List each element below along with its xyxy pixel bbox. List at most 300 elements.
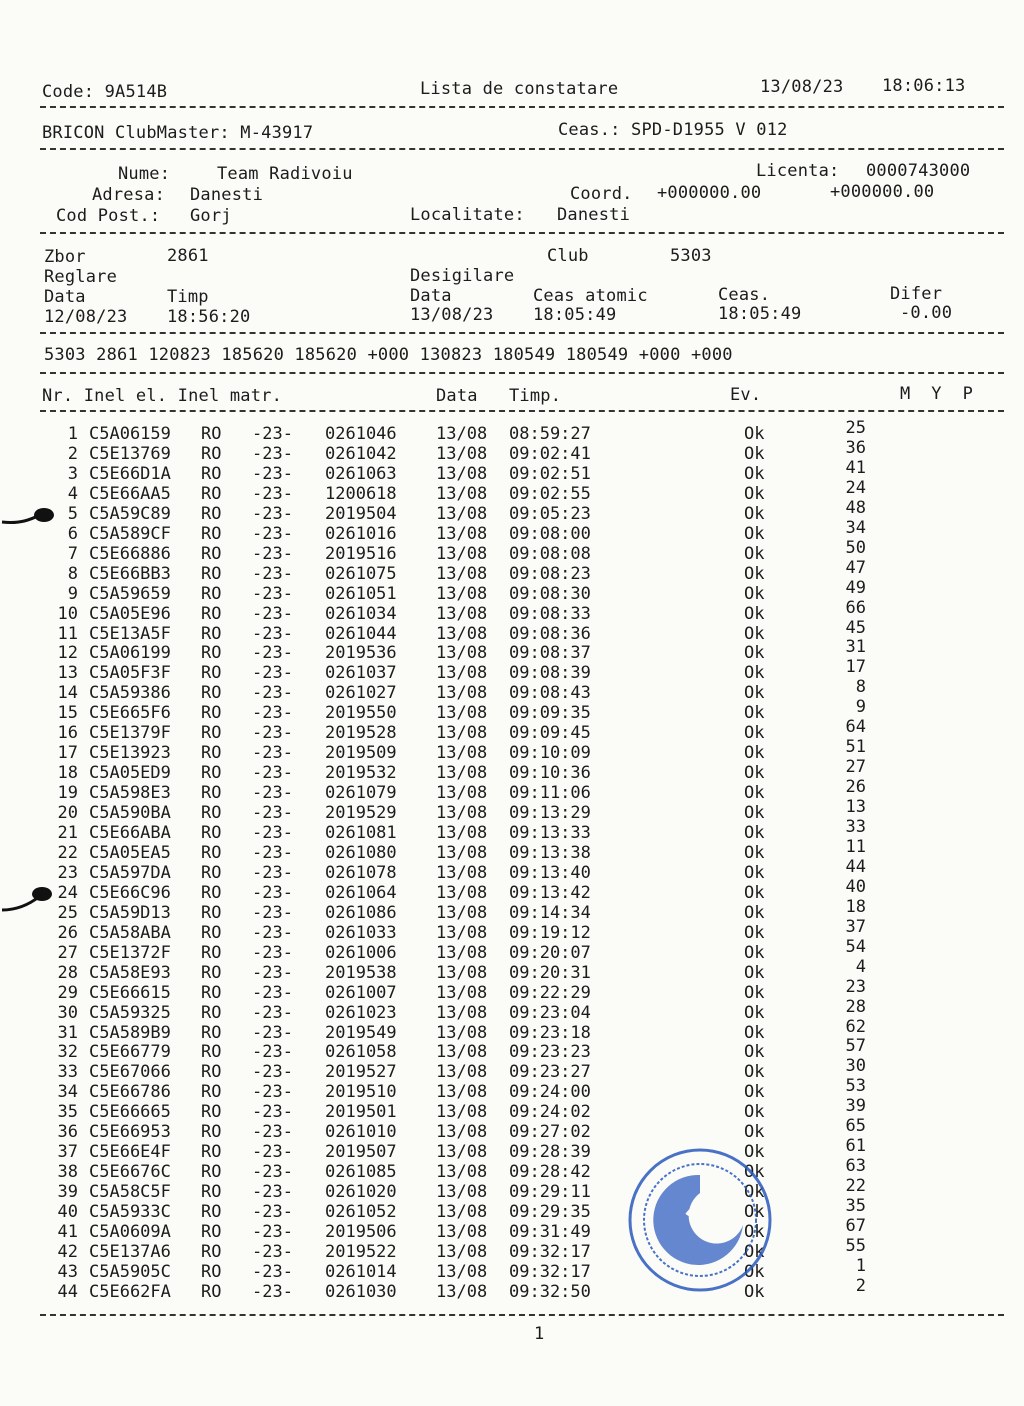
value-cell: 31 (845, 637, 866, 658)
arrival-date: 13/08 (436, 942, 488, 963)
value-cell: 34 (845, 517, 866, 538)
round-stamp (625, 1145, 775, 1295)
ring-year: -23- (252, 663, 293, 684)
electronic-ring: C5A589B9 (89, 1022, 171, 1043)
electronic-ring: C5A589CF (89, 523, 171, 544)
country-code: RO (201, 643, 222, 664)
arrival-time: 09:02:41 (509, 443, 591, 464)
country-code: RO (201, 1281, 222, 1302)
ring-number: 0261016 (325, 523, 397, 544)
table-row (0, 637, 1024, 664)
electronic-ring: C5E66786 (89, 1082, 171, 1103)
event-status: Ok (744, 763, 765, 784)
ring-year: -23- (252, 703, 293, 724)
arrival-date: 13/08 (436, 1102, 488, 1123)
arrival-time: 09:13:38 (509, 842, 591, 863)
event-status: Ok (744, 643, 765, 664)
electronic-ring: C5E662FA (89, 1281, 171, 1302)
country-code: RO (201, 483, 222, 504)
value-cell: 63 (845, 1156, 866, 1177)
ring-number: 0261075 (325, 563, 397, 584)
arrival-date: 13/08 (436, 783, 488, 804)
row-number: 42 (57, 1241, 78, 1262)
arrival-date: 13/08 (436, 463, 488, 484)
table-row (0, 996, 1024, 1023)
name-label: Nume: (118, 164, 171, 184)
atomic-time: 18:05:49 (533, 305, 617, 325)
country-code: RO (201, 803, 222, 824)
event-status: Ok (744, 922, 765, 943)
row-number: 24 (57, 882, 78, 903)
value-cell: 61 (845, 1136, 866, 1157)
ring-number: 0261086 (325, 902, 397, 923)
table-row (0, 697, 1024, 724)
electronic-ring: C5A59D13 (89, 902, 171, 923)
row-number: 32 (57, 1042, 78, 1063)
country-code: RO (201, 543, 222, 564)
event-status: Ok (744, 743, 765, 764)
arrival-time: 09:08:36 (509, 623, 591, 644)
event-status: Ok (744, 424, 765, 444)
event-status: Ok (744, 683, 765, 704)
electronic-ring: C5A05E96 (89, 603, 171, 624)
table-row (0, 497, 1024, 524)
electronic-ring: C5A58ABA (89, 922, 171, 943)
ring-number: 0261058 (325, 1042, 397, 1063)
arrival-date: 13/08 (436, 1042, 488, 1063)
address-label: Adresa: (92, 185, 166, 205)
ring-number: 1200618 (325, 483, 397, 504)
row-number: 34 (57, 1082, 78, 1103)
event-status: Ok (744, 783, 765, 804)
arrival-time: 09:08:39 (509, 663, 591, 684)
table-row (0, 657, 1024, 684)
desigilare-label: Desigilare (410, 266, 515, 286)
row-number: 41 (57, 1222, 78, 1242)
value-cell: 9 (855, 697, 866, 718)
electronic-ring: C5E66AA5 (89, 483, 171, 504)
arrival-time: 09:08:33 (509, 603, 591, 624)
code-label: Code: 9A514B (42, 82, 168, 102)
arrival-time: 09:08:30 (509, 583, 591, 604)
country-code: RO (201, 1202, 222, 1223)
ring-number: 2019528 (325, 723, 397, 744)
ring-number: 0261020 (325, 1182, 397, 1203)
country-code: RO (201, 603, 222, 624)
table-row (0, 737, 1024, 764)
arrival-time: 09:13:33 (509, 823, 591, 843)
arrival-time: 09:27:02 (509, 1122, 591, 1143)
ring-year: -23- (252, 1122, 293, 1143)
ring-number: 0261051 (325, 583, 397, 604)
arrival-date: 13/08 (436, 503, 488, 524)
row-number: 7 (67, 543, 78, 564)
arrival-date: 13/08 (436, 1261, 488, 1282)
ring-number: 0261037 (325, 663, 397, 684)
arrival-date: 13/08 (436, 443, 488, 464)
row-number: 38 (57, 1162, 78, 1183)
value-cell: 8 (855, 677, 866, 698)
ring-number: 0261081 (325, 823, 397, 843)
country-code: RO (201, 962, 222, 983)
row-number: 19 (57, 783, 78, 804)
electronic-ring: C5E1379F (89, 723, 171, 744)
ring-number: 0261030 (325, 1281, 397, 1302)
ring-year: -23- (252, 982, 293, 1003)
arrival-time: 09:31:49 (509, 1222, 591, 1242)
table-row (0, 457, 1024, 484)
ring-number: 0261006 (325, 942, 397, 963)
ceas-time: 18:05:49 (718, 304, 802, 324)
country-code: RO (201, 443, 222, 464)
arrival-time: 09:09:45 (509, 723, 591, 744)
ring-year: -23- (252, 1261, 293, 1282)
ring-year: -23- (252, 783, 293, 804)
ring-year: -23- (252, 1082, 293, 1103)
country-code: RO (201, 1082, 222, 1103)
event-status: Ok (744, 623, 765, 644)
row-number: 39 (57, 1182, 78, 1203)
column-header-data: Data (436, 386, 478, 406)
arrival-time: 08:59:27 (509, 424, 591, 444)
value-cell: 2 (855, 1275, 866, 1296)
country-code: RO (201, 1022, 222, 1043)
arrival-time: 09:29:11 (509, 1182, 591, 1203)
coord-y: +000000.00 (830, 182, 935, 202)
arrival-time: 09:11:06 (509, 783, 591, 804)
country-code: RO (201, 523, 222, 544)
divider (40, 106, 1004, 108)
arrival-time: 09:08:23 (509, 563, 591, 584)
table-row (0, 1156, 1024, 1183)
event-status: Ok (744, 1062, 765, 1083)
country-code: RO (201, 563, 222, 584)
arrival-date: 13/08 (436, 823, 488, 843)
pen-tick-mark (0, 880, 80, 920)
arrival-date: 13/08 (436, 1022, 488, 1043)
electronic-ring: C5A58E93 (89, 962, 171, 983)
arrival-time: 09:10:36 (509, 763, 591, 784)
event-status: Ok (744, 543, 765, 564)
event-status: Ok (744, 982, 765, 1003)
table-row (0, 1216, 1024, 1242)
table-row (0, 1255, 1024, 1282)
value-cell: 57 (845, 1036, 866, 1057)
value-cell: 1 (855, 1255, 866, 1276)
ring-year: -23- (252, 503, 293, 524)
ring-number: 2019506 (325, 1222, 397, 1242)
ring-number: 0261046 (325, 424, 397, 444)
column-header-myp: M Y P (900, 384, 974, 404)
electronic-ring: C5E13769 (89, 443, 171, 464)
divider (40, 410, 1004, 412)
ring-year: -23- (252, 1202, 293, 1223)
row-number: 25 (57, 902, 78, 923)
ring-year: -23- (252, 882, 293, 903)
value-cell: 54 (845, 936, 866, 957)
arrival-date: 13/08 (436, 842, 488, 863)
arrival-date: 13/08 (436, 563, 488, 584)
ring-number: 0261034 (325, 603, 397, 624)
value-cell: 23 (845, 976, 866, 997)
arrival-date: 13/08 (436, 882, 488, 903)
row-number: 29 (57, 982, 78, 1003)
table-row (0, 418, 1024, 444)
row-number: 28 (57, 962, 78, 983)
row-number: 5 (67, 503, 78, 524)
arrival-time: 09:22:29 (509, 982, 591, 1003)
owner-name: Team Radivoiu (217, 164, 353, 184)
ring-year: -23- (252, 723, 293, 744)
country-code: RO (201, 1002, 222, 1023)
arrival-time: 09:24:00 (509, 1082, 591, 1103)
ring-number: 2019538 (325, 962, 397, 983)
event-status: Ok (744, 583, 765, 604)
electronic-ring: C5E66D1A (89, 463, 171, 484)
postcode-label: Cod Post.: (56, 206, 161, 226)
country-code: RO (201, 703, 222, 724)
row-number: 43 (57, 1261, 78, 1282)
arrival-time: 09:28:39 (509, 1142, 591, 1163)
arrival-time: 09:32:50 (509, 1281, 591, 1302)
ring-number: 0261052 (325, 1202, 397, 1223)
row-number: 2 (67, 443, 78, 464)
divider (40, 332, 1004, 334)
arrival-date: 13/08 (436, 982, 488, 1003)
electronic-ring: C5E137A6 (89, 1241, 171, 1262)
ring-number: 0261033 (325, 922, 397, 943)
country-code: RO (201, 1062, 222, 1083)
arrival-time: 09:23:23 (509, 1042, 591, 1063)
country-code: RO (201, 862, 222, 883)
value-cell: 35 (845, 1196, 866, 1217)
value-cell: 49 (845, 577, 866, 598)
ring-year: -23- (252, 683, 293, 704)
row-number: 3 (67, 463, 78, 484)
event-status: Ok (744, 842, 765, 863)
ring-year: -23- (252, 1102, 293, 1123)
table-row (0, 976, 1024, 1003)
arrival-date: 13/08 (436, 1062, 488, 1083)
country-code: RO (201, 882, 222, 903)
ring-year: -23- (252, 922, 293, 943)
timp-label: Timp (167, 287, 209, 307)
row-number: 35 (57, 1102, 78, 1123)
divider (40, 232, 1004, 234)
table-row (0, 856, 1024, 883)
country-code: RO (201, 503, 222, 524)
event-status: Ok (744, 463, 765, 484)
ring-year: -23- (252, 603, 293, 624)
ring-year: -23- (252, 463, 293, 484)
divider (40, 372, 1004, 374)
document-title: Lista de constatare (420, 79, 619, 99)
electronic-ring: C5A5905C (89, 1261, 171, 1282)
country-code: RO (201, 763, 222, 784)
electronic-ring: C5E66615 (89, 982, 171, 1003)
table-row (0, 1116, 1024, 1143)
arrival-time: 09:13:42 (509, 882, 591, 903)
club-number: 5303 (670, 246, 712, 266)
summary-line: 5303 2861 120823 185620 185620 +000 130823 180549 180549 +000 +000 (44, 345, 733, 365)
arrival-time: 09:08:37 (509, 643, 591, 664)
table-row (0, 817, 1024, 843)
value-cell: 39 (845, 1096, 866, 1117)
ring-number: 2019550 (325, 703, 397, 724)
arrival-date: 13/08 (436, 1002, 488, 1023)
ring-year: -23- (252, 483, 293, 504)
table-row (0, 836, 1024, 863)
ring-year: -23- (252, 523, 293, 544)
table-row (0, 1176, 1024, 1203)
electronic-ring: C5E1372F (89, 942, 171, 963)
table-row (0, 1016, 1024, 1043)
arrival-time: 09:14:34 (509, 902, 591, 923)
page-number: 1 (534, 1324, 545, 1344)
owner-address: Danesti (190, 185, 264, 205)
arrival-date: 13/08 (436, 483, 488, 504)
value-cell: 37 (845, 916, 866, 937)
value-cell: 24 (845, 477, 866, 498)
event-status: Ok (744, 483, 765, 504)
event-status: Ok (744, 823, 765, 843)
row-number: 17 (57, 743, 78, 764)
ring-number: 2019501 (325, 1102, 397, 1123)
ring-year: -23- (252, 862, 293, 883)
ring-number: 0261044 (325, 623, 397, 644)
arrival-date: 13/08 (436, 803, 488, 824)
event-status: Ok (744, 663, 765, 684)
electronic-ring: C5E66665 (89, 1102, 171, 1123)
country-code: RO (201, 1122, 222, 1143)
ring-year: -23- (252, 823, 293, 843)
arrival-date: 13/08 (436, 922, 488, 943)
event-status: Ok (744, 862, 765, 883)
ring-number: 0261027 (325, 683, 397, 704)
arrival-date: 13/08 (436, 1202, 488, 1223)
arrival-date: 13/08 (436, 1122, 488, 1143)
event-status: Ok (744, 523, 765, 544)
ring-year: -23- (252, 1222, 293, 1242)
arrival-date: 13/08 (436, 723, 488, 744)
value-cell: 27 (845, 757, 866, 778)
arrival-date: 13/08 (436, 663, 488, 684)
clock-id: Ceas.: SPD-D1955 V 012 (558, 120, 788, 140)
table-row (0, 1036, 1024, 1063)
table-row (0, 936, 1024, 963)
zbor-label: Zbor (44, 247, 86, 267)
ring-year: -23- (252, 424, 293, 444)
country-code: RO (201, 683, 222, 704)
ring-year: -23- (252, 1022, 293, 1043)
ring-year: -23- (252, 803, 293, 824)
electronic-ring: C5E13A5F (89, 623, 171, 644)
arrival-time: 09:20:31 (509, 962, 591, 983)
ring-number: 2019507 (325, 1142, 397, 1163)
row-number: 26 (57, 922, 78, 943)
row-number: 20 (57, 803, 78, 824)
country-code: RO (201, 1142, 222, 1163)
ring-number: 0261064 (325, 882, 397, 903)
ring-year: -23- (252, 1142, 293, 1163)
electronic-ring: C5E66779 (89, 1042, 171, 1063)
table-row (0, 717, 1024, 744)
row-number: 30 (57, 1002, 78, 1023)
ring-number: 2019529 (325, 803, 397, 824)
value-cell: 18 (845, 896, 866, 917)
event-status: Ok (744, 1022, 765, 1043)
ring-year: -23- (252, 443, 293, 464)
event-status: Ok (744, 503, 765, 524)
arrival-time: 09:29:35 (509, 1202, 591, 1223)
ring-number: 2019536 (325, 643, 397, 664)
table-row (0, 477, 1024, 504)
postcode: Gorj (190, 206, 232, 226)
data-label-2: Data (410, 286, 452, 306)
arrival-date: 13/08 (436, 962, 488, 983)
arrival-time: 09:20:07 (509, 942, 591, 963)
event-status: Ok (744, 1281, 765, 1302)
locality: Danesti (557, 205, 631, 225)
ring-year: -23- (252, 1042, 293, 1063)
column-header-ev: Ev. (730, 385, 762, 405)
electronic-ring: C5E66BB3 (89, 563, 171, 584)
arrival-date: 13/08 (436, 763, 488, 784)
value-cell: 41 (845, 457, 866, 478)
event-status: Ok (744, 703, 765, 724)
table-row (0, 557, 1024, 584)
arrival-time: 09:19:12 (509, 922, 591, 943)
electronic-ring: C5A0609A (89, 1222, 171, 1242)
country-code: RO (201, 1162, 222, 1183)
arrival-date: 13/08 (436, 1241, 488, 1262)
electronic-ring: C5E6676C (89, 1162, 171, 1183)
row-number: 23 (57, 862, 78, 883)
electronic-ring: C5E66ABA (89, 823, 171, 843)
event-status: Ok (744, 1002, 765, 1023)
value-cell: 26 (845, 777, 866, 798)
data-label: Data (44, 287, 86, 307)
value-cell: 22 (845, 1176, 866, 1197)
ring-number: 2019510 (325, 1082, 397, 1103)
ring-number: 0261042 (325, 443, 397, 464)
ring-year: -23- (252, 1241, 293, 1262)
ring-year: -23- (252, 623, 293, 644)
ceas-label: Ceas. (718, 285, 771, 305)
pen-tick-mark (0, 500, 80, 540)
print-date: 13/08/23 (760, 77, 844, 97)
arrival-time: 09:23:18 (509, 1022, 591, 1043)
ring-year: -23- (252, 1182, 293, 1203)
arrival-date: 13/08 (436, 1142, 488, 1163)
ring-number: 2019509 (325, 743, 397, 764)
row-number: 36 (57, 1122, 78, 1143)
electronic-ring: C5E67066 (89, 1062, 171, 1083)
country-code: RO (201, 723, 222, 744)
arrival-time: 09:09:35 (509, 703, 591, 724)
row-number: 15 (57, 703, 78, 724)
arrival-date: 13/08 (436, 543, 488, 564)
difer-value: -0.00 (900, 303, 953, 323)
table-row (0, 797, 1024, 824)
ring-number: 0261080 (325, 842, 397, 863)
country-code: RO (201, 663, 222, 684)
row-number: 8 (67, 563, 78, 584)
row-number: 6 (67, 523, 78, 544)
arrival-date: 13/08 (436, 1082, 488, 1103)
ring-year: -23- (252, 543, 293, 564)
arrival-time: 09:08:00 (509, 523, 591, 544)
